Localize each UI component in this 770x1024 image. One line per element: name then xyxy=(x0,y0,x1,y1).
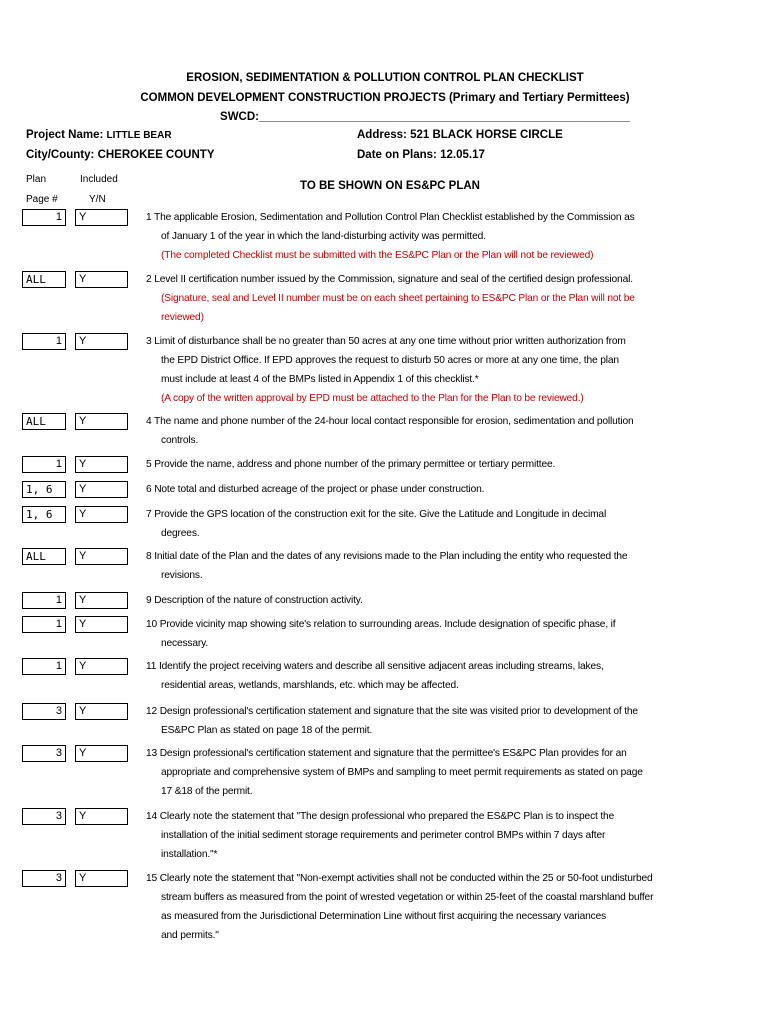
item-text: appropriate and comprehensive system of BMPs and sampling to meet permit requirements as stated on page xyxy=(161,767,643,778)
item-text: revisions. xyxy=(161,570,203,581)
checklist-item xyxy=(146,208,691,265)
item-text: 15 Clearly note the statement that "Non-exempt activities shall not be conducted within the 25 or 50-foot undisturbed xyxy=(146,873,653,884)
plan-page-field[interactable]: 3 xyxy=(22,870,66,887)
address-row xyxy=(357,129,563,141)
item-note-text: (Signature, seal and Level II number must be on each sheet pertaining to ES&PC Plan or the Plan will not be xyxy=(161,293,635,304)
included-yn-field[interactable]: Y xyxy=(75,745,128,762)
date-value: 12.05.17 xyxy=(440,149,485,161)
item-text: stream buffers as measured from the point of wrested vegetation or within 25-feet of the coastal marshland buffer xyxy=(161,892,654,903)
plan-page-field[interactable]: ALL xyxy=(22,548,66,565)
item-text: and permits." xyxy=(161,930,219,941)
plan-page-field[interactable]: 3 xyxy=(22,808,66,825)
item-text: 2 Level II certification number issued by the Commission, signature and seal of the certified design professional. xyxy=(146,274,633,285)
plan-page-field[interactable]: 3 xyxy=(22,703,66,720)
item-text: controls. xyxy=(161,435,199,446)
item-text: the EPD District Office. If EPD approves the request to disturb 50 acres or more at any one time, the plan xyxy=(161,355,619,366)
item-text: necessary. xyxy=(161,638,209,649)
item-text: degrees. xyxy=(161,528,200,539)
included-yn-field[interactable]: Y xyxy=(75,592,128,609)
section-title: TO BE SHOWN ON ES&PC PLAN xyxy=(300,180,480,192)
item-note-text: (The completed Checklist must be submitted with the ES&PC Plan or the Plan will not be reviewed) xyxy=(161,250,594,261)
item-note-text: (A copy of the written approval by EPD must be attached to the Plan for the Plan to be reviewed.) xyxy=(161,393,584,404)
item-note-text: reviewed) xyxy=(161,312,204,323)
item-text: must include at least 4 of the BMPs listed in Appendix 1 of this checklist.* xyxy=(161,374,479,385)
included-yn-field[interactable]: Y xyxy=(75,658,128,675)
page-column-header: Page # xyxy=(26,194,58,205)
city-county-label: City/County: xyxy=(26,149,95,161)
plan-page-field[interactable]: ALL xyxy=(22,413,66,430)
swcd-line: SWCD:__________________________________________________________ xyxy=(220,111,630,123)
included-yn-field[interactable]: Y xyxy=(75,548,128,565)
item-text: 7 Provide the GPS location of the construction exit for the site. Give the Latitude and Longitude in decimal xyxy=(146,509,607,520)
plan-page-field[interactable]: 1 xyxy=(22,209,66,226)
checklist-subtitle: COMMON DEVELOPMENT CONSTRUCTION PROJECTS (Primary and Tertiary Permittees) xyxy=(140,92,630,104)
included-yn-field[interactable]: Y xyxy=(75,333,128,350)
item-text: 1 The applicable Erosion, Sedimentation and Pollution Control Plan Checklist established by the Commission as xyxy=(146,212,635,223)
checklist-item xyxy=(146,270,691,327)
item-text: installation of the initial sediment storage requirements and perimeter control BMPs within 7 days after xyxy=(161,830,606,841)
plan-page-field[interactable]: ALL xyxy=(22,271,66,288)
yn-column-header: Y/N xyxy=(89,194,106,205)
included-yn-field[interactable]: Y xyxy=(75,808,128,825)
included-yn-field[interactable]: Y xyxy=(75,870,128,887)
included-yn-field[interactable]: Y xyxy=(75,413,128,430)
city-county-row xyxy=(26,149,215,161)
item-text: 10 Provide vicinity map showing site's relation to surrounding areas. Include designation of specific phase, if xyxy=(146,619,616,630)
project-name-row xyxy=(26,129,172,141)
checklist-item xyxy=(146,615,691,653)
plan-page-field[interactable]: 1, 6 xyxy=(22,506,66,523)
plan-page-field[interactable]: 1 xyxy=(22,456,66,473)
checklist-item xyxy=(146,505,691,543)
plan-column-header: Plan xyxy=(26,174,47,185)
item-text: 4 The name and phone number of the 24-hour local contact responsible for erosion, sedimentation and pollution xyxy=(146,416,634,427)
city-county-value: CHEROKEE COUNTY xyxy=(97,149,215,161)
item-text: 11 Identify the project receiving waters and describe all sensitive adjacent areas including streams, lakes, xyxy=(146,661,604,672)
checklist-item xyxy=(146,744,691,801)
item-text: 9 Description of the nature of construction activity. xyxy=(146,595,363,606)
item-text: 12 Design professional's certification statement and signature that the site was visited prior to development of the xyxy=(146,706,638,717)
plan-page-field[interactable]: 1 xyxy=(22,658,66,675)
included-yn-field[interactable]: Y xyxy=(75,271,128,288)
item-text: 14 Clearly note the statement that "The design professional who prepared the ES&PC Plan is to inspect the xyxy=(146,811,615,822)
checklist-item xyxy=(146,591,691,610)
address-value: 521 BLACK HORSE CIRCLE xyxy=(410,129,563,141)
plan-page-field[interactable]: 1, 6 xyxy=(22,481,66,498)
project-name-label: Project Name: xyxy=(26,129,104,141)
item-text: residential areas, wetlands, marshlands, etc. which may be affected. xyxy=(161,680,459,691)
checklist-item xyxy=(146,869,691,945)
item-text: ES&PC Plan as stated on page 18 of the permit. xyxy=(161,725,373,736)
checklist-item xyxy=(146,332,691,408)
checklist-item xyxy=(146,412,691,450)
item-text: 8 Initial date of the Plan and the dates of any revisions made to the Plan including the entity who requested the xyxy=(146,551,628,562)
plan-page-field[interactable]: 1 xyxy=(22,592,66,609)
included-yn-field[interactable]: Y xyxy=(75,456,128,473)
item-text: installation."* xyxy=(161,849,218,860)
checklist-item xyxy=(146,455,691,474)
included-yn-field[interactable]: Y xyxy=(75,209,128,226)
checklist-item xyxy=(146,807,691,864)
item-text: 13 Design professional's certification statement and signature that the permittee's ES&PC Plan provides for an xyxy=(146,748,627,759)
included-yn-field[interactable]: Y xyxy=(75,616,128,633)
checklist-item xyxy=(146,702,691,740)
address-label: Address: xyxy=(357,129,407,141)
date-label: Date on Plans: xyxy=(357,149,437,161)
project-name-value: LITTLE BEAR xyxy=(106,130,172,141)
checklist-item xyxy=(146,657,691,695)
included-yn-field[interactable]: Y xyxy=(75,703,128,720)
item-text: 5 Provide the name, address and phone number of the primary permittee or tertiary permittee. xyxy=(146,459,556,470)
item-text: 3 Limit of disturbance shall be no greater than 50 acres at any one time without prior written authorization from xyxy=(146,336,626,347)
item-text: of January 1 of the year in which the land-disturbing activity was permitted. xyxy=(161,231,486,242)
item-text: 6 Note total and disturbed acreage of the project or phase under construction. xyxy=(146,484,485,495)
included-yn-field[interactable]: Y xyxy=(75,506,128,523)
item-text: as measured from the Jurisdictional Determination Line without first acquiring the necessary variances xyxy=(161,911,607,922)
item-text: 17 &18 of the permit. xyxy=(161,786,253,797)
date-on-plans-row xyxy=(357,149,485,161)
checklist-item xyxy=(146,547,691,585)
plan-page-field[interactable]: 3 xyxy=(22,745,66,762)
checklist-title: EROSION, SEDIMENTATION & POLLUTION CONTROL PLAN CHECKLIST xyxy=(186,72,584,84)
checklist-item xyxy=(146,480,691,499)
plan-page-field[interactable]: 1 xyxy=(22,616,66,633)
included-yn-field[interactable]: Y xyxy=(75,481,128,498)
included-column-header: Included xyxy=(80,174,118,185)
plan-page-field[interactable]: 1 xyxy=(22,333,66,350)
